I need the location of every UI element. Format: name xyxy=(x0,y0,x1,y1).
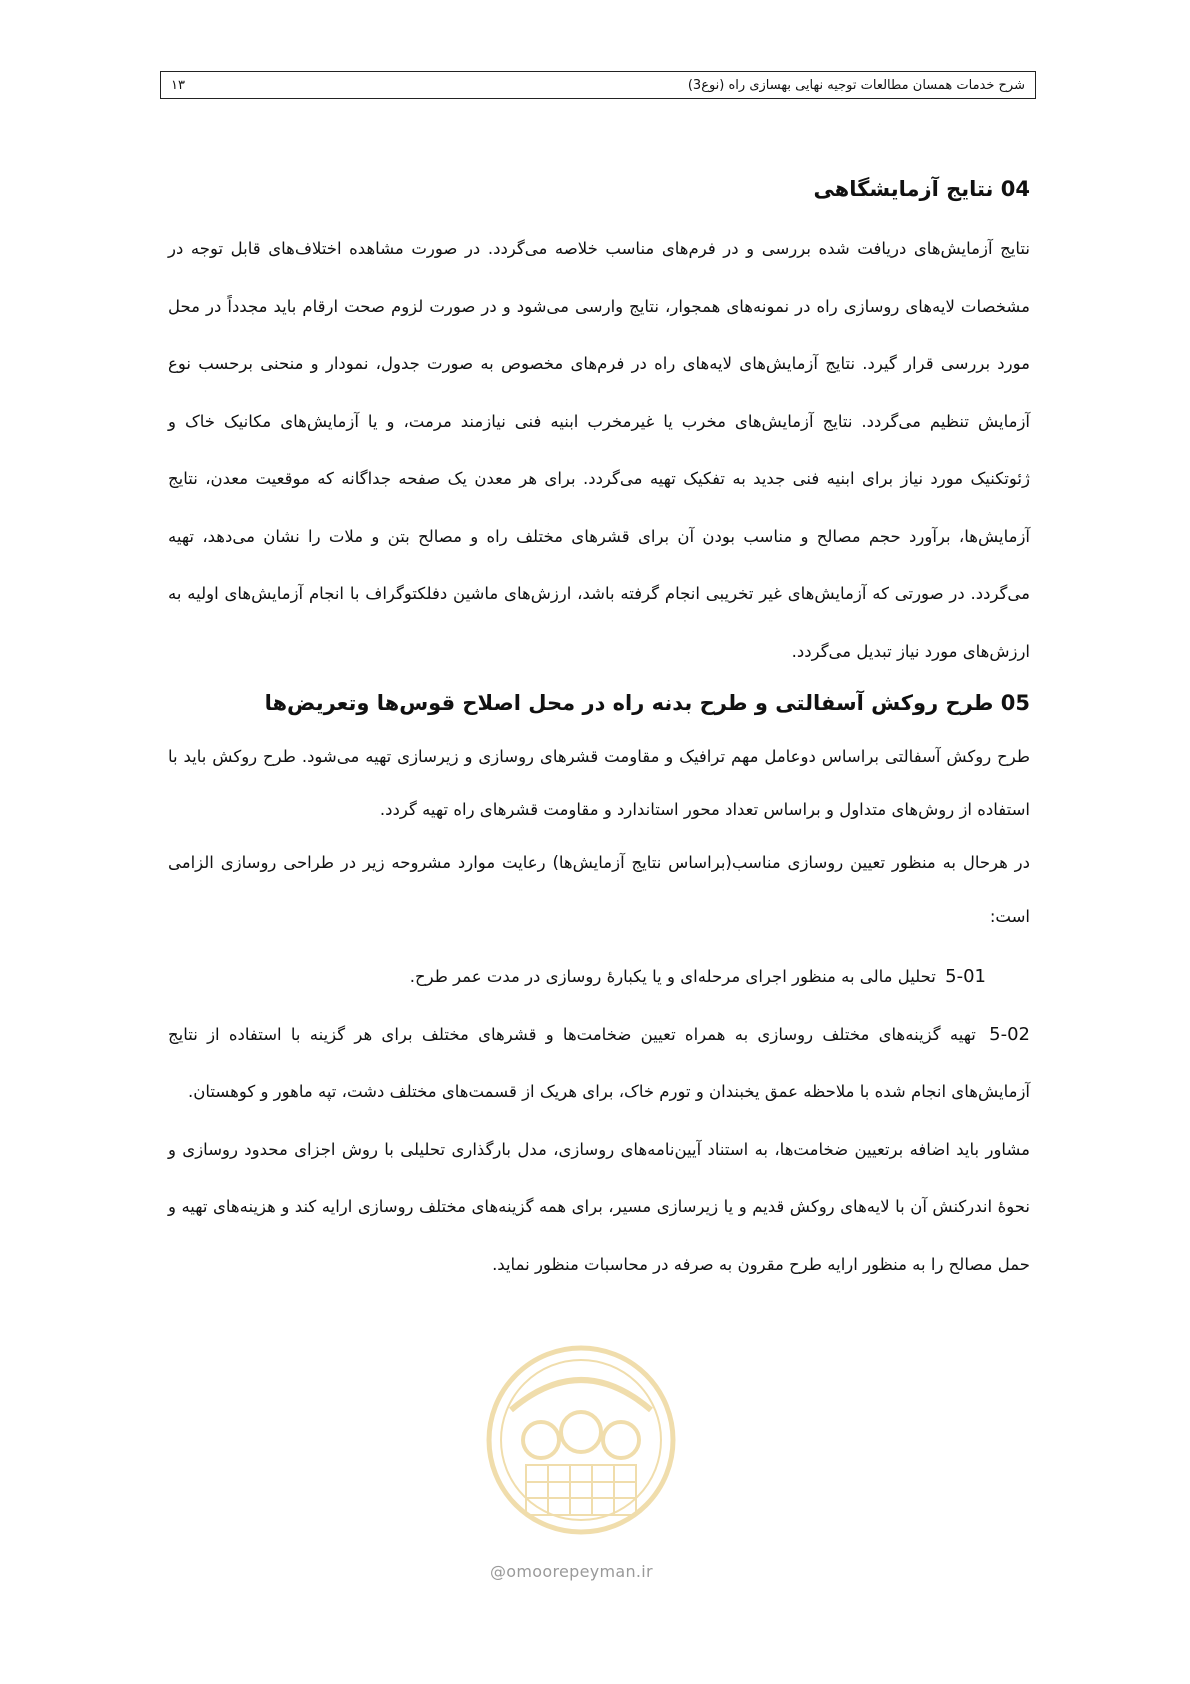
page-header xyxy=(160,71,1036,99)
section-4-heading xyxy=(168,162,1030,216)
section-4-title: نتایج آزمایشگاهی xyxy=(813,177,994,201)
document-title: شرح خدمات همسان مطالعات توجیه نهایی بهسازی راه (نوع3) xyxy=(687,77,1025,93)
watermark-text: @omoorepeyman.ir xyxy=(490,1562,653,1581)
section-5-paragraph-1: طرح روکش آسفالتی براساس دوعامل مهم ترافیک و مقاومت قشرهای روسازی و زیرسازی تهیه می‌شود. طرح روکش باید با استفاده از روش‌های متداول و براساس تعداد محور استاندارد و مقاومت قشرهای راه تهیه گردد. xyxy=(168,747,1030,819)
list-item-number: 5-01 xyxy=(945,966,986,987)
page-number: ۱۳ xyxy=(171,77,185,93)
list-item-5-02 xyxy=(168,1006,1030,1121)
list-item-text: تهیه گزینه‌های مختلف روسازی به همراه تعیین ضخامت‌ها و قشرهای مختلف برای هر گزینه با استفاده از نتایج آزمایش‌های انجام شده با ملاحظه عمق یخبندان و تورم خاک، برای هریک از قسمت‌های مختلف دشت، تپه ماهور و کوهستان. xyxy=(168,1024,1030,1101)
page-content xyxy=(168,162,1030,1293)
section-5-paragraph-3: مشاور باید اضافه برتعیین ضخامت‌ها، به استناد آیین‌نامه‌های روسازی، مدل بارگذاری تحلیلی با روش اجزای محدود روسازی و نحوۀ اندرکنش آن با لایه‌های روکش قدیم و یا زیرسازی مسیر، برای همه گزینه‌های مختلف روسازی ارایه کند و هزینه‌های تهیه و حمل مصالح را به منظور ارایه طرح مقرون به صرفه در محاسبات منظور نماید. xyxy=(168,1139,1030,1274)
list-item-text: تحلیل مالی به منظور اجرای مرحله‌ای و یا یکبارۀ روسازی در مدت عمر طرح. xyxy=(409,967,936,986)
section-5-heading xyxy=(168,676,1030,730)
list-item-number: 5-02 xyxy=(989,1023,1031,1045)
section-5-title: طرح روکش آسفالتی و طرح بدنه راه در محل اصلاح قوس‌ها وتعریض‌ها xyxy=(264,691,994,715)
watermark-logo xyxy=(481,1340,681,1550)
section-4-number: 04 xyxy=(1000,177,1030,201)
section-5-number: 05 xyxy=(1000,691,1030,715)
list-item-5-01 xyxy=(168,948,1030,1006)
section-5-paragraph-2: در هرحال به منظور تعیین روسازی مناسب(براساس نتایج آزمایش‌ها) رعایت موارد مشروحه زیر در طراحی روسازی الزامی است: xyxy=(168,853,1030,926)
section-4-paragraph: نتایج آزمایش‌های دریافت شده بررسی و در فرم‌های مناسب خلاصه می‌گردد. در صورت مشاهده اختلاف‌های قابل توجه در مشخصات لایه‌های روسازی راه در نمونه‌های همجوار، نتایج وارسی می‌شود و در صورت لزوم صحت ارقام باید مجدداً در محل مورد بررسی قرار گیرد. نتایج آزمایش‌های لایه‌های راه در فرم‌های مخصوص به صورت جدول، نمودار و منحنی برحسب نوع آزمایش تنظیم می‌گردد. نتایج آزمایش‌های مخرب یا غیرمخرب ابنیه فنی نیازمند مرمت، و یا آزمایش‌های مکانیک خاک و ژئوتکنیک مورد نیاز برای ابنیه فنی جدید به تفکیک تهیه می‌گردد. برای هر معدن یک صفحه جداگانه که موقعیت معدن، نتایج آزمایش‌ها، برآورد حجم مصالح و مناسب بودن آن برای قشرهای مختلف راه و مصالح بتن و ملات را نشان می‌دهد، تهیه می‌گردد. در صورتی که آزمایش‌های غیر تخریبی انجام گرفته باشد، ارزش‌های ماشین دفلکتوگراف با انجام آزمایش‌های اولیه به ارزش‌های مورد نیاز تبدیل می‌گردد. xyxy=(168,239,1030,661)
